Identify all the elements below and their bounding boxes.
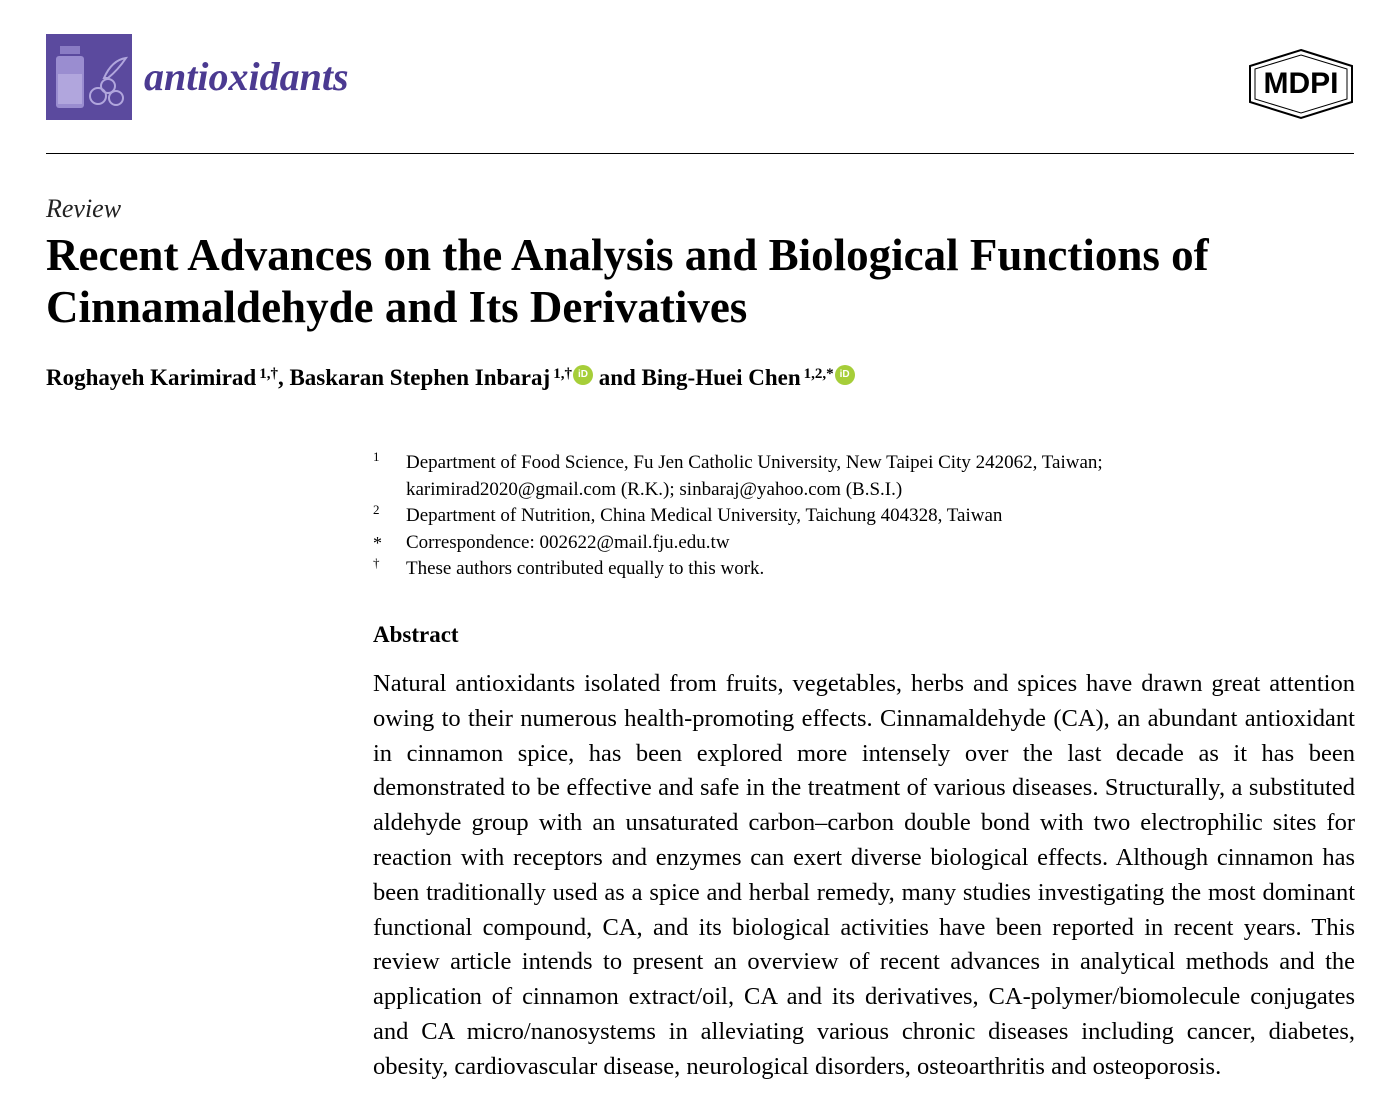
abstract-text: Natural antioxidants isolated from fruits, vegetables, herbs and spices have drawn great attention owing to their numerous health-promoting effects. Cinnamaldehyde (CA), an abundant antioxidant in cinnamon spice, has been explored more intensely over the last decade as it has been demonstrated to be effective and safe in the treatment of various diseases. Structurally, a substituted aldehyde group with an unsaturated carbon–carbon double bond with two electrophilic sites for reaction with receptors and enzymes can exert diverse biological effects. Although cinnamon has been traditionally used as a spice and herbal remedy, many studies investigating the most dominant functional compound, CA, and its biological activities have been reported in recent years. This review article intends to present an overview of recent advances in analytical methods and the application of cinnamon extract/oil, CA and its derivatives, CA-polymer/biomolecule conjugates and CA micro/nanosystems in alleviating various chronic diseases including cancer, diabetes, obesity, cardiovascular disease, neurological disorders, osteoarthritis and osteoporosis. — [373, 670, 1355, 1080]
affiliation-mark: 2 — [373, 502, 380, 517]
author-name: Baskaran Stephen Inbaraj — [289, 365, 551, 390]
affiliation-mark: 1 — [373, 449, 380, 464]
mdpi-logo — [1246, 48, 1356, 120]
affiliation-line: karimirad2020@gmail.com (R.K.); sinbaraj@yahoo.com (B.S.I.) — [406, 478, 903, 500]
affiliation-item — [373, 503, 1353, 530]
affiliation-item — [373, 556, 1353, 583]
journal-name: antioxidants — [144, 54, 349, 99]
affiliation-mark: * — [373, 532, 382, 553]
author-affiliation-mark: 1,2,* — [803, 366, 834, 382]
author-name: Bing-Huei Chen — [641, 365, 801, 390]
affiliation-text — [406, 450, 1353, 503]
affiliation-line: Department of Food Science, Fu Jen Catholic University, New Taipei City 242062, Taiwan; — [406, 452, 1103, 473]
author-list — [46, 362, 855, 394]
affiliation-item — [373, 450, 1353, 503]
affiliations — [373, 450, 1353, 583]
author-affiliation-mark: 1,† — [553, 366, 572, 382]
author-separator: and — [592, 365, 642, 390]
affiliation-item — [373, 530, 1353, 557]
affiliation-line: Department of Nutrition, China Medical University, Taichung 404328, Taiwan — [406, 505, 1003, 526]
affiliation-text — [406, 556, 1353, 583]
header-divider — [46, 153, 1354, 154]
affiliation-mark: † — [373, 555, 380, 570]
affiliation-line: These authors contributed equally to this work. — [406, 558, 765, 579]
bottle-berries-icon — [46, 34, 132, 120]
affiliation-line: Correspondence: 002622@mail.fju.edu.tw — [406, 531, 730, 553]
affiliation-text — [406, 530, 1353, 557]
journal-logo — [46, 34, 132, 120]
author-separator: , — [277, 365, 290, 390]
article-type: Review — [46, 194, 122, 223]
orcid-icon[interactable]: iD — [573, 365, 593, 385]
orcid-icon[interactable]: iD — [835, 365, 855, 385]
author-name: Roghayeh Karimirad — [46, 365, 257, 390]
mdpi-logo-text: MDPI — [1263, 67, 1339, 100]
affiliation-text — [406, 503, 1353, 530]
article-title: Recent Advances on the Analysis and Biological Functions of Cinnamaldehyde and Its Derivatives — [46, 230, 1209, 332]
author-affiliation-mark: 1,† — [259, 366, 278, 382]
abstract-heading: Abstract — [373, 622, 459, 647]
